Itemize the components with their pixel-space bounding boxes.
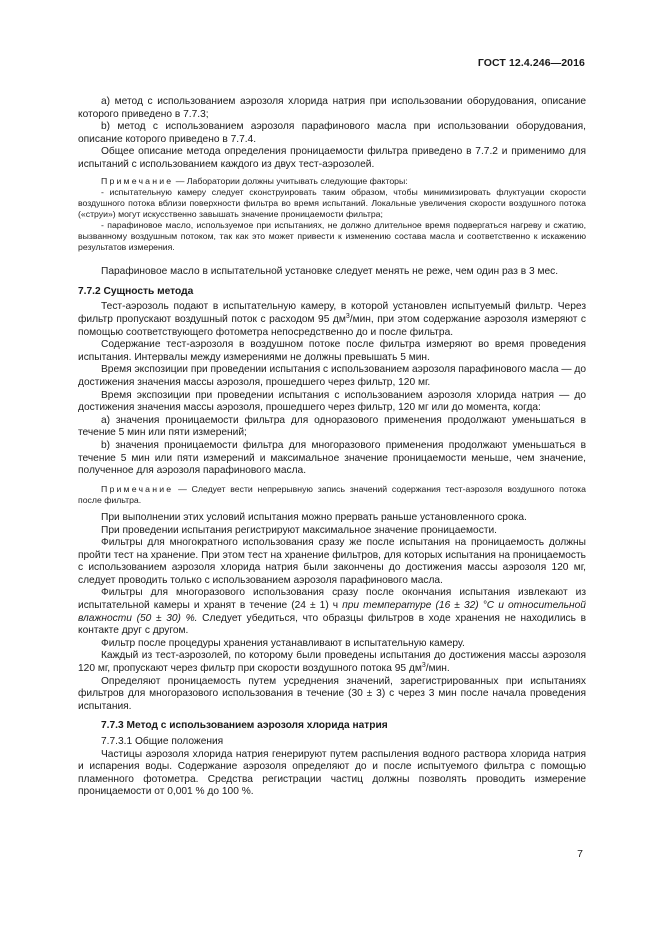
paragraph: Содержание тест-аэрозоля в воздушном потоке после фильтра измеряют во время проведения испытания. Интервалы между измерениями не должны превышать 5 мин. <box>78 339 586 363</box>
paragraph <box>78 650 586 675</box>
paragraph: Частицы аэрозоля хлорида натрия генерируют путем распыления водного раствора хлорида натрия и испарения воды. Содержание аэрозоля определяют до и после испытуемого фильтра с помощью пламенного фотометра. Средства регистрации частиц должны позволять проводить измерение проницаемости от 0,001 % до 100 %. <box>78 748 586 798</box>
paragraph: Время экспозиции при проведении испытания с использованием аэрозоля хлорида натрия — до достижения значения массы аэрозоля, прошедшего через фильтр, 120 мг или до момента, когда: <box>78 389 586 414</box>
note-intro <box>78 176 586 187</box>
superscript: 3 <box>421 662 426 670</box>
note-label: Примечание <box>101 483 174 494</box>
standard-header: ГОСТ 12.4.246—2016 <box>477 57 585 69</box>
list-item-b: b) значения проницаемости фильтра для многоразового применения продолжают уменьшаться в течение 5 мин или пяти измерений и максимальное значение проницаемости меньше, чем значение, полученное для аэрозоля парафинового масла. <box>78 439 586 477</box>
paragraph: При выполнении этих условий испытания можно прервать раньше установленного срока. <box>101 511 527 523</box>
superscript: 3 <box>345 313 350 320</box>
paragraph <box>78 301 586 339</box>
list-item-a: а) метод с использованием аэрозоля хлорида натрия при использовании оборудования, описание которого приведено в 7.7.3; <box>78 96 586 120</box>
paragraph <box>78 587 586 637</box>
list-item-b: b) метод с использованием аэрозоля парафинового масла при использовании оборудования, описание которого приведено в 7.7.4. <box>78 121 586 145</box>
paragraph: Парафиновое масло в испытательной установке следует менять не реже, чем один раз в 3 мес. <box>101 266 559 278</box>
note <box>78 484 586 506</box>
text-run: /мин, при этом содержание аэрозоля измеряют с помощью соответствующего фотометра непосредственно до и после фильтра. <box>78 314 586 338</box>
subsection-heading-7-7-3-1: 7.7.3.1 Общие положения <box>101 736 224 747</box>
text-run: /мин. <box>425 663 450 675</box>
section-heading-7-7-2: 7.7.2 Сущность метода <box>78 285 194 297</box>
paragraph: Определяют проницаемость путем усреднения значений, зарегистрированных при испытаниях фильтров для многоразового использования в течение (30 ± 3) с через 3 мин после начала проведения испытания. <box>78 675 586 712</box>
text-run: Фильтры для многоразового использования сразу после окончания испытания извлекают из испытательной камеры и хранят в течение (24 ± 1) ч <box>78 587 586 612</box>
note-item: - парафиновое масло, используемое при испытаниях, не должно длительное время подвергаться нагреву и сжатию, вызванному воздушным потоком, так как это может привести к изменению состава масла и соответственно к искажению результатов измерения. <box>78 219 586 253</box>
page-number: 7 <box>577 848 583 860</box>
document-body <box>78 96 586 799</box>
list-item-a: а) значения проницаемости фильтра для одноразового применения продолжают уменьшаться в течение 5 мин или пяти измерений; <box>78 414 586 439</box>
note-text: — Следует вести непрерывную запись значений содержания тест-аэрозоля воздушного потока после фильтра. <box>78 483 586 505</box>
note-text: — Лаборатории должны учитывать следующие факторы: <box>173 175 408 186</box>
note-item: - испытательную камеру следует сконструировать таким образом, чтобы минимизировать флуктуации скорости воздушного потока вблизи поверхности фильтра во время испытаний. Локальные увеличения скорости воздушного потока («струи») могут искусственно завышать значение проницаемости фильтра; <box>78 186 586 219</box>
italic-text: при температуре (16 ± 32) °С и относительной влажности (50 ± 30) %. <box>78 600 586 624</box>
paragraph: При проведении испытания регистрируют максимальное значение проницаемости. <box>101 524 498 536</box>
section-heading-7-7-3: 7.7.3 Метод с использованием аэрозоля хлорида натрия <box>101 720 388 732</box>
note-label: Примечание <box>101 175 174 186</box>
paragraph: Общее описание метода определения проницаемости фильтра приведено в 7.7.2 и применимо для испытаний с использованием каждого из двух тест-аэрозолей. <box>78 146 586 170</box>
paragraph: Время экспозиции при проведении испытания с использованием аэрозоля парафинового масла — до достижения значения массы аэрозоля, прошедшего через фильтр, 120 мг. <box>78 364 587 388</box>
text-run: Тест-аэрозоль подают в испытательную камеру, в которой установлен испытуемый фильтр. Через фильтр пропускают воздушный поток с расходом 95 дм <box>78 301 586 325</box>
text-run: Каждый из тест-аэрозолей, по которому были проведены испытания до достижения массы аэрозоля 120 мг, пропускают через фильтр при скорости воздушного потока 95 дм <box>78 650 586 675</box>
paragraph: Фильтр после процедуры хранения устанавливают в испытательную камеру. <box>101 637 465 649</box>
paragraph: Фильтры для многократного использования сразу же после испытания на проницаемость должны пройти тест на хранение. При этом тест на хранение фильтров, для которых испытания на проницаемость с использованием аэрозоля хлорида натрия были закончены до достижения массы аэрозоля 120 мг, следует проводить только с использованием аэрозоля парафинового масла. <box>78 537 586 586</box>
text-run: Следует убедиться, что образцы фильтров в ходе хранения не находились в контакте друг с другом. <box>78 612 586 637</box>
